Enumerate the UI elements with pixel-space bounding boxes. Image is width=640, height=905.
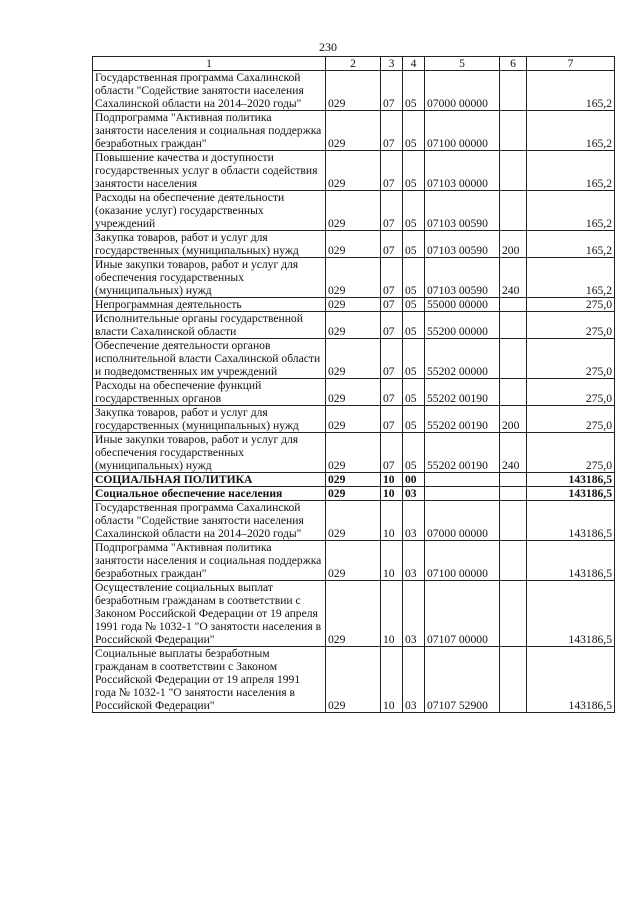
table-row bbox=[93, 151, 615, 191]
header-col-5: 5 bbox=[425, 57, 500, 71]
subsection-cell: 03 bbox=[403, 541, 425, 581]
target-article-cell bbox=[425, 473, 500, 487]
ministry-code-cell: 029 bbox=[326, 647, 381, 713]
expense-type-cell bbox=[500, 473, 527, 487]
table-row bbox=[93, 487, 615, 501]
table-row bbox=[93, 501, 615, 541]
subsection-cell: 05 bbox=[403, 231, 425, 258]
subsection-cell: 05 bbox=[403, 433, 425, 473]
table-row bbox=[93, 191, 615, 231]
amount-cell: 165,2 bbox=[527, 71, 615, 111]
expense-type-cell bbox=[500, 379, 527, 406]
subsection-cell: 03 bbox=[403, 501, 425, 541]
table-row bbox=[93, 312, 615, 339]
expense-type-cell bbox=[500, 71, 527, 111]
subsection-cell: 05 bbox=[403, 379, 425, 406]
subsection-cell: 05 bbox=[403, 312, 425, 339]
amount-cell: 143186,5 bbox=[527, 647, 615, 713]
table-header-row bbox=[93, 57, 615, 71]
target-article-cell: 07000 00000 bbox=[425, 71, 500, 111]
row-name-cell: Социальные выплаты безработным гражданам в соответствии с Законом Российской Федерации от 19 апреля 1991 года № 1032-1 "О занятости населения в Российской Федерации" bbox=[93, 647, 326, 713]
expense-type-cell: 200 bbox=[500, 231, 527, 258]
expense-type-cell: 240 bbox=[500, 258, 527, 298]
ministry-code-cell: 029 bbox=[326, 487, 381, 501]
target-article-cell bbox=[425, 487, 500, 501]
amount-cell: 143186,5 bbox=[527, 541, 615, 581]
expense-type-cell bbox=[500, 339, 527, 379]
amount-cell: 165,2 bbox=[527, 151, 615, 191]
section-cell: 10 bbox=[381, 581, 403, 647]
row-name-cell: Исполнительные органы государственной власти Сахалинской области bbox=[93, 312, 326, 339]
section-cell: 07 bbox=[381, 231, 403, 258]
expense-type-cell bbox=[500, 487, 527, 501]
section-cell: 07 bbox=[381, 258, 403, 298]
section-cell: 07 bbox=[381, 379, 403, 406]
row-name-cell: Непрограммная деятельность bbox=[93, 298, 326, 312]
row-name-cell: Повышение качества и доступности государственных услуг в области содействия занятости населения bbox=[93, 151, 326, 191]
target-article-cell: 55202 00190 bbox=[425, 379, 500, 406]
target-article-cell: 07107 00000 bbox=[425, 581, 500, 647]
amount-cell: 165,2 bbox=[527, 111, 615, 151]
amount-cell: 143186,5 bbox=[527, 581, 615, 647]
subsection-cell: 05 bbox=[403, 339, 425, 379]
table-body bbox=[93, 71, 615, 713]
target-article-cell: 55202 00190 bbox=[425, 433, 500, 473]
expense-type-cell bbox=[500, 111, 527, 151]
row-name-cell: Иные закупки товаров, работ и услуг для обеспечения государственных (муниципальных) нужд bbox=[93, 258, 326, 298]
subsection-cell: 03 bbox=[403, 647, 425, 713]
amount-cell: 143186,5 bbox=[527, 501, 615, 541]
target-article-cell: 55000 00000 bbox=[425, 298, 500, 312]
row-name-cell: Расходы на обеспечение функций государственных органов bbox=[93, 379, 326, 406]
expense-type-cell bbox=[500, 501, 527, 541]
amount-cell: 275,0 bbox=[527, 339, 615, 379]
subsection-cell: 05 bbox=[403, 191, 425, 231]
ministry-code-cell: 029 bbox=[326, 191, 381, 231]
ministry-code-cell: 029 bbox=[326, 151, 381, 191]
target-article-cell: 07107 52900 bbox=[425, 647, 500, 713]
table-row bbox=[93, 111, 615, 151]
header-col-2: 2 bbox=[326, 57, 381, 71]
amount-cell: 275,0 bbox=[527, 406, 615, 433]
table-row bbox=[93, 339, 615, 379]
target-article-cell: 07103 00000 bbox=[425, 151, 500, 191]
header-col-4: 4 bbox=[403, 57, 425, 71]
row-name-cell: Обеспечение деятельности органов исполнительной власти Сахалинской области и подведомственных им учреждений bbox=[93, 339, 326, 379]
table-row bbox=[93, 647, 615, 713]
section-cell: 07 bbox=[381, 433, 403, 473]
subsection-cell: 03 bbox=[403, 487, 425, 501]
section-cell: 10 bbox=[381, 501, 403, 541]
section-cell: 07 bbox=[381, 111, 403, 151]
section-cell: 07 bbox=[381, 191, 403, 231]
budget-table bbox=[92, 56, 615, 713]
expense-type-cell bbox=[500, 581, 527, 647]
row-name-cell: Закупка товаров, работ и услуг для государственных (муниципальных) нужд bbox=[93, 406, 326, 433]
ministry-code-cell: 029 bbox=[326, 501, 381, 541]
amount-cell: 165,2 bbox=[527, 191, 615, 231]
page-number: 230 bbox=[319, 40, 337, 54]
row-name-cell: Государственная программа Сахалинской области "Содействие занятости населения Сахалинской области на 2014–2020 годы" bbox=[93, 501, 326, 541]
amount-cell: 143186,5 bbox=[527, 473, 615, 487]
row-name-cell: Расходы на обеспечение деятельности (оказание услуг) государственных учреждений bbox=[93, 191, 326, 231]
header-col-3: 3 bbox=[381, 57, 403, 71]
table-row bbox=[93, 258, 615, 298]
ministry-code-cell: 029 bbox=[326, 581, 381, 647]
ministry-code-cell: 029 bbox=[326, 312, 381, 339]
ministry-code-cell: 029 bbox=[326, 433, 381, 473]
ministry-code-cell: 029 bbox=[326, 298, 381, 312]
table-row bbox=[93, 231, 615, 258]
section-cell: 07 bbox=[381, 312, 403, 339]
table-row bbox=[93, 541, 615, 581]
target-article-cell: 07100 00000 bbox=[425, 541, 500, 581]
amount-cell: 143186,5 bbox=[527, 487, 615, 501]
target-article-cell: 07000 00000 bbox=[425, 501, 500, 541]
ministry-code-cell: 029 bbox=[326, 541, 381, 581]
amount-cell: 275,0 bbox=[527, 298, 615, 312]
expense-type-cell bbox=[500, 312, 527, 339]
subsection-cell: 05 bbox=[403, 71, 425, 111]
section-cell: 07 bbox=[381, 406, 403, 433]
section-cell: 07 bbox=[381, 151, 403, 191]
expense-type-cell bbox=[500, 647, 527, 713]
header-col-7: 7 bbox=[527, 57, 615, 71]
target-article-cell: 55200 00000 bbox=[425, 312, 500, 339]
table-row bbox=[93, 298, 615, 312]
table-row bbox=[93, 433, 615, 473]
target-article-cell: 07100 00000 bbox=[425, 111, 500, 151]
ministry-code-cell: 029 bbox=[326, 339, 381, 379]
target-article-cell: 07103 00590 bbox=[425, 231, 500, 258]
expense-type-cell bbox=[500, 191, 527, 231]
header-col-1: 1 bbox=[93, 57, 326, 71]
ministry-code-cell: 029 bbox=[326, 231, 381, 258]
row-name-cell: Социальное обеспечение населения bbox=[93, 487, 326, 501]
amount-cell: 165,2 bbox=[527, 258, 615, 298]
section-cell: 10 bbox=[381, 487, 403, 501]
section-cell: 07 bbox=[381, 339, 403, 379]
target-article-cell: 55202 00190 bbox=[425, 406, 500, 433]
ministry-code-cell: 029 bbox=[326, 406, 381, 433]
ministry-code-cell: 029 bbox=[326, 473, 381, 487]
amount-cell: 165,2 bbox=[527, 231, 615, 258]
section-cell: 10 bbox=[381, 541, 403, 581]
header-col-6: 6 bbox=[500, 57, 527, 71]
expense-type-cell bbox=[500, 151, 527, 191]
ministry-code-cell: 029 bbox=[326, 71, 381, 111]
subsection-cell: 00 bbox=[403, 473, 425, 487]
table-row bbox=[93, 379, 615, 406]
row-name-cell: Подпрограмма "Активная политика занятости населения и социальная поддержка безработных граждан" bbox=[93, 111, 326, 151]
ministry-code-cell: 029 bbox=[326, 379, 381, 406]
expense-type-cell bbox=[500, 298, 527, 312]
target-article-cell: 07103 00590 bbox=[425, 258, 500, 298]
row-name-cell: Подпрограмма "Активная политика занятости населения и социальная поддержка безработных граждан" bbox=[93, 541, 326, 581]
table-row bbox=[93, 473, 615, 487]
subsection-cell: 05 bbox=[403, 258, 425, 298]
section-cell: 07 bbox=[381, 71, 403, 111]
table-row bbox=[93, 71, 615, 111]
subsection-cell: 05 bbox=[403, 406, 425, 433]
section-cell: 10 bbox=[381, 647, 403, 713]
table-row bbox=[93, 581, 615, 647]
expense-type-cell bbox=[500, 541, 527, 581]
amount-cell: 275,0 bbox=[527, 379, 615, 406]
row-name-cell: Иные закупки товаров, работ и услуг для обеспечения государственных (муниципальных) нужд bbox=[93, 433, 326, 473]
table-row bbox=[93, 406, 615, 433]
row-name-cell: Закупка товаров, работ и услуг для государственных (муниципальных) нужд bbox=[93, 231, 326, 258]
subsection-cell: 05 bbox=[403, 298, 425, 312]
amount-cell: 275,0 bbox=[527, 312, 615, 339]
ministry-code-cell: 029 bbox=[326, 111, 381, 151]
expense-type-cell: 240 bbox=[500, 433, 527, 473]
section-cell: 07 bbox=[381, 298, 403, 312]
target-article-cell: 55202 00000 bbox=[425, 339, 500, 379]
amount-cell: 275,0 bbox=[527, 433, 615, 473]
section-cell: 10 bbox=[381, 473, 403, 487]
subsection-cell: 05 bbox=[403, 151, 425, 191]
row-name-cell: СОЦИАЛЬНАЯ ПОЛИТИКА bbox=[93, 473, 326, 487]
subsection-cell: 05 bbox=[403, 111, 425, 151]
row-name-cell: Осуществление социальных выплат безработным гражданам в соответствии с Законом Российской Федерации от 19 апреля 1991 года № 1032-1 "О занятости населения в Российской Федерации" bbox=[93, 581, 326, 647]
expense-type-cell: 200 bbox=[500, 406, 527, 433]
target-article-cell: 07103 00590 bbox=[425, 191, 500, 231]
subsection-cell: 03 bbox=[403, 581, 425, 647]
ministry-code-cell: 029 bbox=[326, 258, 381, 298]
row-name-cell: Государственная программа Сахалинской области "Содействие занятости населения Сахалинской области на 2014–2020 годы" bbox=[93, 71, 326, 111]
